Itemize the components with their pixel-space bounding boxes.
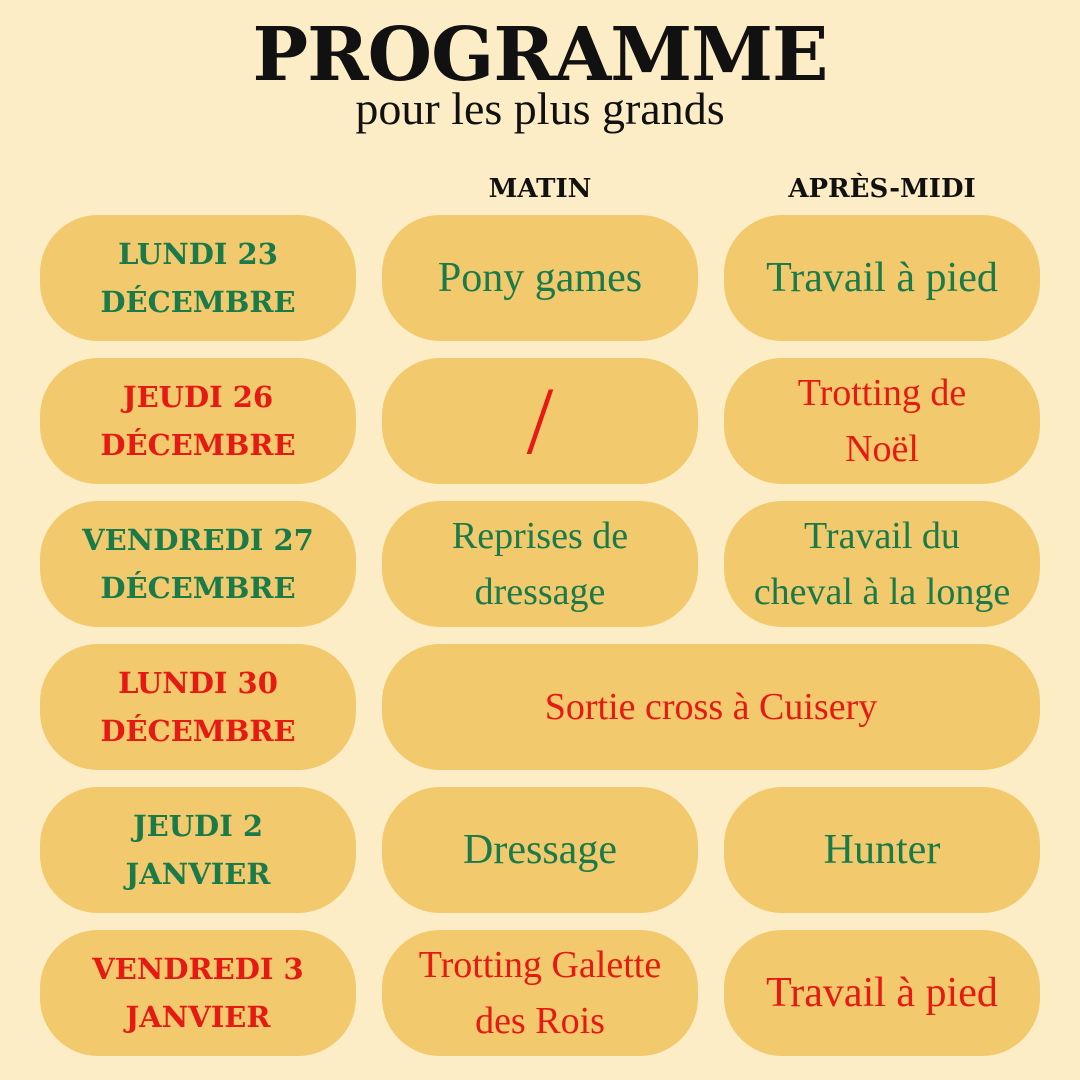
apres-midi-activity: Travail à pied (724, 930, 1040, 1056)
matin-activity-none: / (382, 358, 698, 484)
full-day-activity: Sortie cross à Cuisery (382, 644, 1040, 770)
day-name: JEUDI 26 (122, 380, 274, 414)
matin-activity: Dressage (382, 787, 698, 913)
apres-midi-activity (724, 358, 1040, 484)
day-cell (40, 358, 356, 484)
activity-line: dressage (474, 571, 606, 613)
day-month: DÉCEMBRE (100, 428, 296, 462)
day-cell (40, 930, 356, 1056)
day-name: VENDREDI 3 (92, 952, 304, 986)
activity-line: cheval à la longe (753, 571, 1011, 613)
day-name: JEUDI 2 (132, 809, 264, 843)
day-month: DÉCEMBRE (100, 714, 296, 748)
activity-line: Trotting Galette (418, 944, 662, 986)
apres-midi-activity: Travail à pied (724, 215, 1040, 341)
activity-line: des Rois (475, 1000, 605, 1042)
matin-activity (382, 930, 698, 1056)
activity-line: Reprises de (451, 515, 629, 557)
column-header-apres-midi: APRÈS-MIDI (788, 174, 976, 204)
day-month: DÉCEMBRE (100, 571, 296, 605)
matin-activity: Pony games (382, 215, 698, 341)
day-cell (40, 787, 356, 913)
day-name: LUNDI 23 (118, 237, 278, 271)
apres-midi-activity: Hunter (724, 787, 1040, 913)
apres-midi-activity (724, 501, 1040, 627)
day-name: VENDREDI 27 (82, 523, 314, 557)
page-subtitle: pour les plus grands (355, 83, 725, 134)
day-cell (40, 215, 356, 341)
day-cell (40, 644, 356, 770)
day-month: DÉCEMBRE (100, 285, 296, 319)
activity-line: Noël (845, 428, 919, 470)
day-name: LUNDI 30 (118, 666, 278, 700)
activity-line: Trotting de (797, 372, 967, 414)
day-month: JANVIER (125, 1000, 271, 1034)
column-header-matin: MATIN (488, 174, 592, 204)
matin-activity (382, 501, 698, 627)
day-month: JANVIER (125, 857, 271, 891)
activity-line: Travail du (804, 515, 960, 557)
page-title: PROGRAMME (252, 12, 828, 98)
day-cell (40, 501, 356, 627)
